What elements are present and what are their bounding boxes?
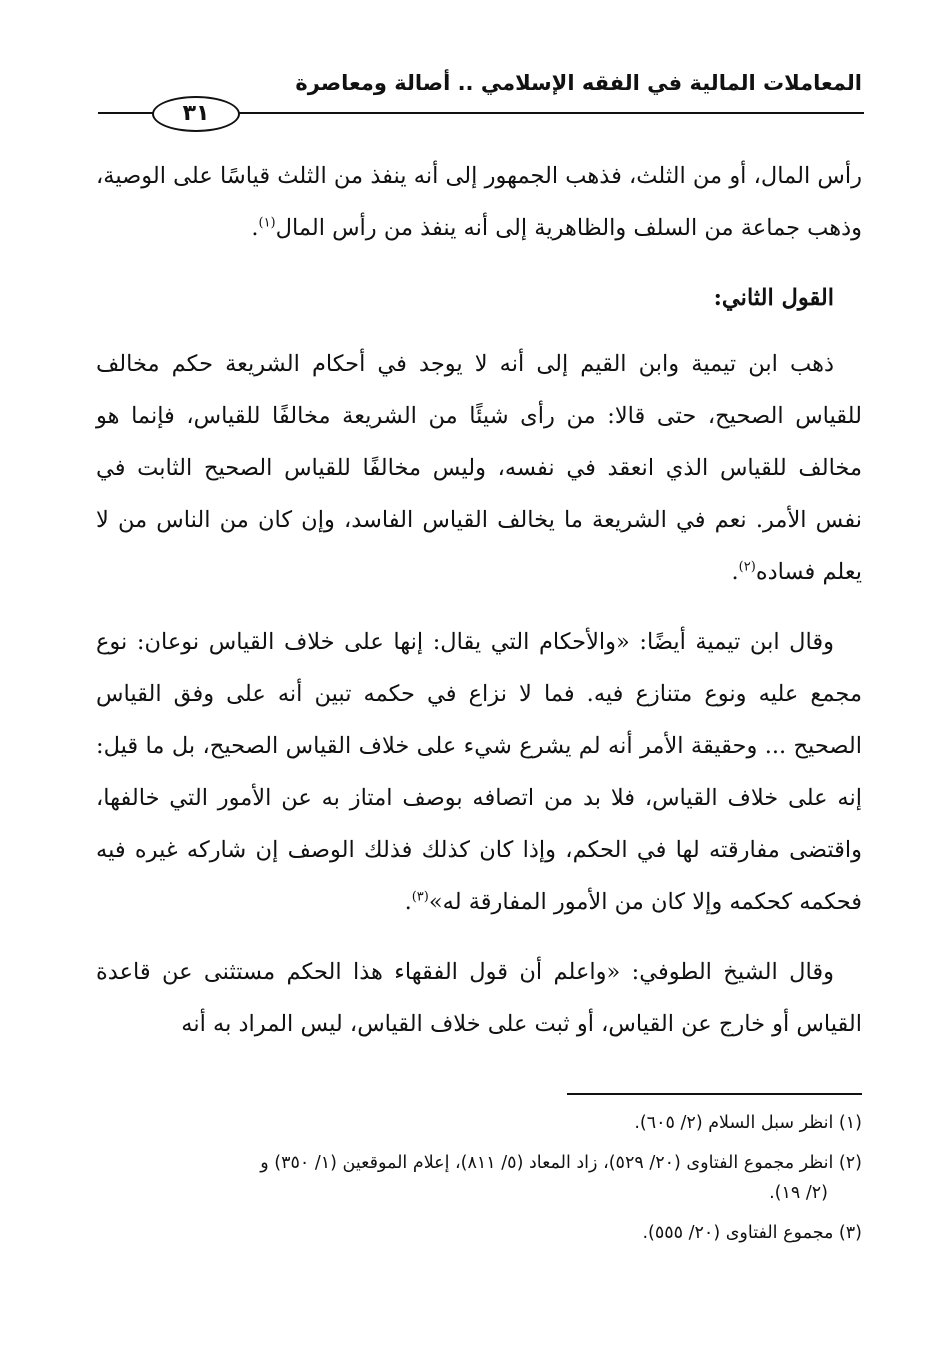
- footnote-ref-2: (٢): [738, 559, 756, 575]
- footnote-rule: [567, 1093, 862, 1095]
- footnote-3-text: (٣) مجموع الفتاوى (٢٠/ ٥٥٥).: [642, 1223, 862, 1243]
- paragraph-3-text: وقال ابن تيمية أيضًا: «والأحكام التي يقال: إنها على خلاف القياس نوعان: نوع مجمع عليه ونوع متنازع فيه. فما لا نزاع في حكمه تبين أنه على وفق القياس الصحيح ... وحقيقة الأمر أنه لم يشرع شيء على خلاف القياس الصحيح، بل ما قيل: إنه على خلاف القياس، فلا بد من اتصافه بوصف امتاز به عن الأمور التي خالفها، واقتضى مفارقته لها في الحكم، وإذا كان كذلك فذلك الوصف إن شاركه غيره فيه فحكمه كحكمه وإلا كان من الأمور المفارقة له»: [96, 629, 862, 915]
- page-number: ٣١: [152, 96, 240, 132]
- paragraph-1-end: .: [251, 215, 259, 241]
- footnote-1-text: (١) انظر سبل السلام (٢/ ٦٠٥).: [634, 1113, 862, 1133]
- paragraph-1-text: رأس المال، أو من الثلث، فذهب الجمهور إلى أنه ينفذ من الثلث قياسًا على الوصية، وذهب جماعة من السلف والظاهرية إلى أنه ينفذ من رأس المال: [96, 163, 862, 241]
- running-header-title: المعاملات المالية في الفقه الإسلامي .. أصالة ومعاصرة: [295, 71, 862, 95]
- footnote-1: [96, 1108, 862, 1138]
- footnotes: [96, 1108, 862, 1258]
- section-heading-text: القول الثاني:: [713, 285, 834, 311]
- footnote-2-text: (٢) انظر مجموع الفتاوى (٢٠/ ٥٢٩)، زاد المعاد (٥/ ٨١١)، إعلام الموقعين (١/ ٣٥٠) و: [260, 1153, 862, 1173]
- footnote-3: [96, 1218, 862, 1248]
- paragraph-2-end: .: [731, 559, 739, 585]
- paragraph-4-text: وقال الشيخ الطوفي: «واعلم أن قول الفقهاء هذا الحكم مستثنى عن قاعدة القياس أو خارج عن القياس، أو ثبت على خلاف القياس، ليس المراد به أنه: [96, 959, 862, 1037]
- paragraph-1: [96, 150, 862, 254]
- footnote-ref-1: (١): [258, 215, 276, 231]
- paragraph-4: [96, 946, 862, 1050]
- paragraph-3-end: .: [404, 889, 412, 915]
- footnote-ref-3: (٣): [411, 889, 429, 905]
- main-text: [96, 150, 862, 1068]
- paragraph-2: [96, 338, 862, 598]
- footnote-2: [96, 1148, 862, 1208]
- section-heading: [96, 272, 862, 324]
- paragraph-3: [96, 616, 862, 928]
- paragraph-2-text: ذهب ابن تيمية وابن القيم إلى أنه لا يوجد في أحكام الشريعة حكم مخالف للقياس الصحيح، حتى قالا: من رأى شيئًا من الشريعة مخالفًا للقياس، فإنما هو مخالف للقياس الذي انعقد في نفسه، وليس مخالفًا للقياس الصحيح الثابت في نفس الأمر. نعم في الشريعة ما يخالف القياس الفاسد، وإن كان من الناس من لا يعلم فساده: [96, 351, 862, 585]
- footnote-2-continuation: (٢/ ١٩).: [769, 1183, 828, 1203]
